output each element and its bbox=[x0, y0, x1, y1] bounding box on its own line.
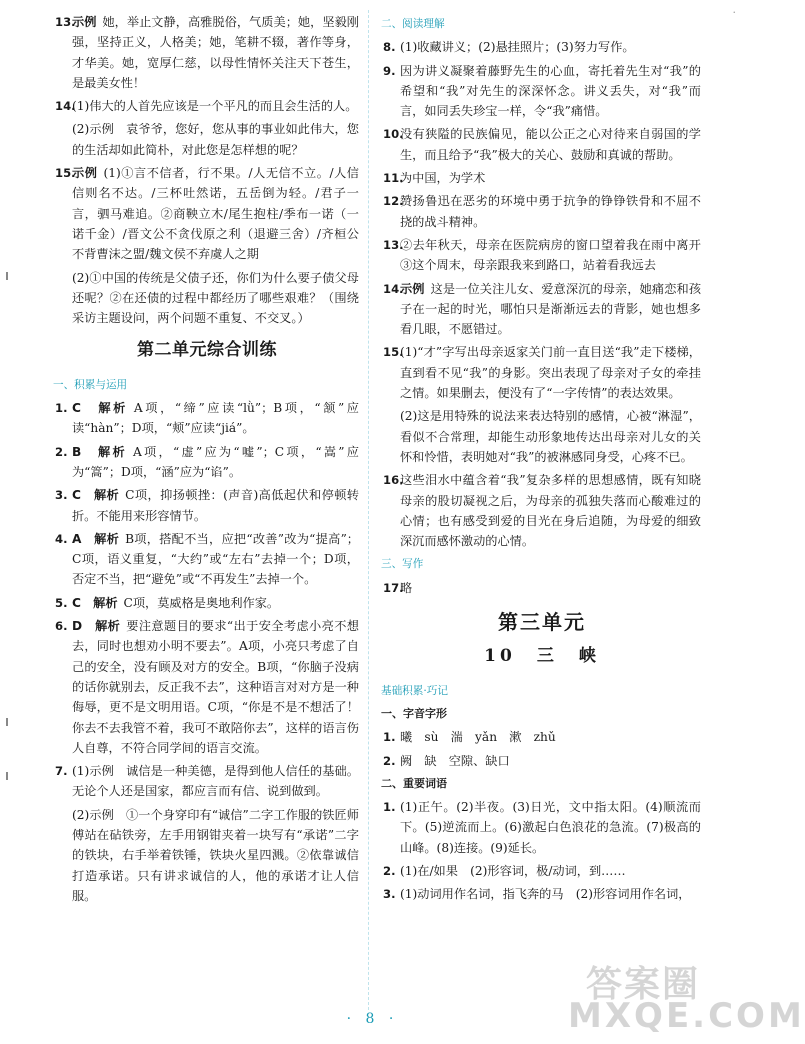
item-number: 15. bbox=[55, 166, 76, 181]
item-number: 14. bbox=[383, 281, 404, 296]
item-text: (1)在/如果 (2)形容词，极/动词，到…… bbox=[400, 863, 626, 878]
answer-keyword: B 解析 bbox=[72, 444, 127, 459]
item-text bbox=[400, 470, 701, 551]
item-text bbox=[400, 61, 701, 122]
left-bottom-items bbox=[55, 398, 359, 906]
binding-tick bbox=[6, 272, 8, 280]
item-text bbox=[72, 805, 359, 906]
item-text bbox=[72, 529, 359, 590]
answer-item bbox=[383, 342, 701, 403]
answer-keyword: A 解析 bbox=[72, 531, 120, 546]
right-column bbox=[381, 12, 714, 908]
answer-item bbox=[383, 37, 701, 57]
page-footer bbox=[0, 1011, 740, 1027]
answer-item bbox=[55, 805, 359, 906]
answer-item bbox=[383, 168, 701, 188]
answer-text: (2)①中国的传统是父债子还，你们为什么要子债父母还呢？②在还债的过程中都经历了哪些艰难？（围绕采访主题设问，两个问题不重复、不交叉。） bbox=[72, 270, 359, 326]
answer-item bbox=[383, 235, 714, 276]
answer-text: (1)“才”字写出母亲返家关门前一直目送“我”走下楼梯，直到看不见“我”的身影。突出表现了母亲对子女的牵挂之情。如果删去，便没有了“一字传情”的表达效果。 bbox=[400, 345, 701, 401]
answer-item bbox=[55, 268, 359, 329]
answer-item bbox=[55, 442, 359, 483]
unit-three-title: 第三单元 bbox=[498, 610, 586, 635]
left-top-items bbox=[55, 12, 359, 328]
answer-text: B项，搭配不当，应把“改善”改为“提高”；C项，语义重复，“大约”或“左右”去掉一个；D项，否定不当，把“避免”或“不再发生”去掉一个。 bbox=[72, 531, 359, 587]
answer-text: (2)示例 袁爷爷，您好，您从事的事业如此伟大，您的生活却如此简朴，对此您是怎样想的呢？ bbox=[72, 122, 359, 157]
item-text bbox=[72, 268, 359, 329]
answer-item bbox=[55, 12, 359, 93]
answer-text: 要注意题目的要求“出于安全考虑小亮不想去，同时也想劝小明不要去”。A项，小亮只考虑了自己的安全，没有顾及对方的安全。B项，“你脑子没病的话你就别去，反正我不去”，这种语言对对方是一种侮辱，更不是文明用语。C项，“你是不是不想活了！你去不去我管不着，我可不敢陪你去”，这样的语言伤人自尊，不符合同学间的语言交流。 bbox=[72, 619, 359, 755]
item-number: 3. bbox=[383, 887, 396, 902]
answer-item bbox=[55, 163, 359, 264]
column-divider bbox=[368, 10, 369, 1010]
answer-text: 这是一位关注儿女、爱意深沉的母亲，她痛恋和孩子在一起的时光，哪怕只是渐渐远去的背影，她也想多看几眼，不愿错过。 bbox=[400, 281, 702, 337]
item-text bbox=[72, 119, 359, 160]
item-number: 3. bbox=[55, 488, 68, 503]
answer-item bbox=[383, 191, 701, 232]
answer-item bbox=[383, 727, 701, 747]
answer-item bbox=[383, 279, 701, 340]
answer-text: 因为讲义凝聚着藤野先生的心血，寄托着先生对“我”的希望和“我”对先生的深深怀念。讲义丢失，对“我”而言，如同丢失珍宝一样，令“我”痛惜。 bbox=[400, 63, 701, 119]
answer-text: 赞扬鲁迅在恶劣的环境中勇于抗争的铮铮铁骨和不屈不挠的战斗精神。 bbox=[400, 194, 701, 229]
answer-text: (1)①言不信者，行不果。/人无信不立。/人信信则名不达。/三杯吐然诺，五岳倒为轻。/君子一言，驷马难追。②商鞅立木/尾生抱柱/季布一诺（一诺千金）/晋文公不贪伐原之利（退避三舍）/齐桓公不背曹沫之盟/魏文侯不弃虞人之期 bbox=[72, 166, 359, 262]
answer-text: (2)这是用特殊的说法来表达特别的感情，心被“淋湿”，看似不合常理，却能生动形象地传达出母亲对儿女的关怀和怜惜，表明她对“我”的被淋感同身受，心疼不已。 bbox=[400, 409, 701, 464]
answer-text: 她，举止文静，高雅脱俗，气质美；她，坚毅刚强，坚持正义，人格美；她，笔耕不辍，著作等身，才华美。她，宽厚仁慈，以母性情怀关注天下苍生，是最美女性！ bbox=[72, 15, 359, 90]
item-text bbox=[400, 37, 701, 57]
item-number: 1. bbox=[55, 401, 68, 416]
section-heading-writing: 三、写作 bbox=[381, 558, 424, 571]
item-number: 9. bbox=[383, 63, 396, 78]
footer-dot: · bbox=[346, 1011, 352, 1027]
answer-keyword: D 解析 bbox=[72, 619, 121, 634]
section-heading-accumulation: 一、积累与运用 bbox=[53, 378, 128, 391]
item-text bbox=[72, 398, 359, 439]
item-number: 2. bbox=[383, 863, 396, 878]
item-number: 16. bbox=[383, 473, 404, 488]
answer-item bbox=[383, 124, 701, 165]
answer-keyword: C 解析 bbox=[72, 401, 128, 416]
unit-title: 第二单元综合训练 bbox=[137, 340, 277, 361]
answer-text: (1)收藏讲义；(2)悬挂照片；(3)努力写作。 bbox=[400, 40, 635, 55]
item-text bbox=[72, 442, 359, 483]
answer-text: 为中国，为学术 bbox=[400, 171, 486, 186]
item-number: 14. bbox=[55, 99, 76, 114]
lesson-title: 10 三 峡 bbox=[484, 646, 600, 667]
answer-item bbox=[55, 398, 359, 439]
answer-text: C项，抑扬顿挫：(声音)高低起伏和停顿转折。不能用来形容情节。 bbox=[72, 488, 359, 523]
answer-keyword: 示例 bbox=[72, 166, 98, 181]
item-text bbox=[72, 616, 359, 758]
item-text bbox=[72, 96, 359, 116]
item-text: 曦 sù 湍 yǎn 漱 zhǔ bbox=[400, 730, 556, 745]
item-number: 2. bbox=[55, 444, 68, 459]
item-text bbox=[400, 406, 701, 467]
answer-item bbox=[383, 884, 701, 904]
answer-item bbox=[55, 485, 359, 526]
answer-text: (2)示例 ①一个身穿印有“诚信”二字工作服的铁匠师傅站在砧铁旁，左手用钢钳夹着一块写有“承诺”二字的铁块，右手举着铁锤，铁块火星四溅。②依靠诚信打造承诺。只有讲求诚信的人，他的承诺才让人信服。 bbox=[72, 807, 359, 903]
answer-keyword: 示例 bbox=[72, 15, 97, 29]
answer-item bbox=[55, 119, 359, 160]
item-text bbox=[400, 235, 714, 276]
footer-dot: · bbox=[388, 1011, 394, 1027]
answer-text: ②去年秋天，母亲在医院病房的窗口望着我在雨中离开 ③这个周末，母亲跟我来到路口，站着看我远去 bbox=[400, 237, 714, 273]
item-number: 6. bbox=[55, 619, 68, 634]
item-number: 1. bbox=[383, 800, 396, 815]
spine-mark: · bbox=[732, 6, 736, 19]
item-number: 5. bbox=[55, 595, 68, 610]
item-number: 2. bbox=[383, 753, 396, 768]
answer-item bbox=[55, 761, 359, 802]
answer-item bbox=[55, 593, 359, 613]
answer-item bbox=[55, 96, 359, 116]
answer-text: A项，“缔”应读“lǜ”；B项，“颔”应读“hàn”；D项，“颊”应读“jiá”。 bbox=[72, 401, 359, 436]
item-number: 4. bbox=[55, 531, 68, 546]
item-text: 阙 缺 空隙、缺口 bbox=[400, 753, 510, 768]
answer-item bbox=[383, 470, 701, 551]
answer-item bbox=[55, 616, 359, 758]
item-text: 略 bbox=[400, 580, 413, 595]
item-text bbox=[400, 168, 701, 188]
item-text: (1)动词用作名词，指飞奔的马 (2)形容词用作名词， bbox=[400, 887, 691, 902]
watermark-text: 答案圈 bbox=[586, 964, 701, 1005]
item-number: 1. bbox=[383, 730, 396, 745]
item-number: 13. bbox=[55, 15, 76, 29]
item-text bbox=[72, 593, 359, 613]
item-text bbox=[72, 761, 359, 802]
item-text bbox=[72, 12, 359, 93]
subheading-pronunciation: 一、字音字形 bbox=[381, 706, 447, 720]
item-number: 8. bbox=[383, 40, 396, 55]
answer-item bbox=[55, 529, 359, 590]
item-number: 11. bbox=[383, 171, 404, 186]
item-text bbox=[72, 163, 359, 264]
page-number: 8 bbox=[365, 1011, 375, 1027]
item-text bbox=[400, 342, 701, 403]
item-text: (1)正午。(2)半夜。(3)日光，文中指太阳。(4)顺流而下。(5)逆流而上。(6)激起白色浪花的急流。(7)极高的山峰。(8)连接。(9)延长。 bbox=[400, 800, 701, 855]
answer-keyword: C 解析 bbox=[72, 595, 118, 610]
answer-item bbox=[383, 406, 701, 467]
section-heading-basic: 基础积累·巧记 bbox=[381, 684, 448, 697]
answer-text: 这些泪水中蕴含着“我”复杂多样的思想感情，既有知晓母亲的股切凝视之后，为母亲的孤独失落而心酸难过的心情；也有感受到爱的目光在身后追随，为母爱的细致深沉而感怀激动的心情。 bbox=[400, 473, 701, 549]
item-number: 7. bbox=[55, 764, 68, 779]
answer-item bbox=[383, 578, 701, 598]
answer-text: (1)示例 诚信是一种美德，是得到他人信任的基础。无论个人还是国家，都应言而有信、说到做到。 bbox=[72, 764, 359, 799]
answer-keyword: 示例 bbox=[400, 281, 425, 296]
section-heading-reading: 二、阅读理解 bbox=[381, 18, 445, 30]
item-text bbox=[400, 279, 701, 340]
item-text bbox=[72, 485, 359, 526]
watermark-url: MXQE.COM bbox=[568, 996, 805, 1036]
binding-tick bbox=[6, 718, 8, 726]
answer-keyword: C 解析 bbox=[72, 488, 120, 503]
item-number: 12. bbox=[383, 194, 404, 209]
answer-text: A项，“虚”应为“嘘”；C项，“嵩”应为“篙”；D项，“涵”应为“谄”。 bbox=[72, 444, 359, 479]
answer-text: (1)伟大的人首先应该是一个平凡的而且会生活的人。 bbox=[72, 99, 358, 114]
binding-tick bbox=[6, 772, 8, 780]
item-number: 17. bbox=[383, 580, 404, 595]
item-number: 15. bbox=[383, 345, 404, 360]
item-number: 10. bbox=[383, 127, 404, 142]
answer-item bbox=[383, 797, 701, 858]
answer-item bbox=[383, 861, 701, 881]
answer-text: 没有狭隘的民族偏见，能以公正之心对待来自弱国的学生，而且给予“我”极大的关心、鼓励和真诚的帮助。 bbox=[400, 127, 701, 162]
right-top-items bbox=[383, 37, 714, 551]
answer-item bbox=[383, 751, 701, 771]
answer-item bbox=[383, 61, 701, 122]
answer-text: C项，莫威格是奥地利作家。 bbox=[123, 595, 280, 610]
item-text bbox=[400, 191, 701, 232]
left-column bbox=[55, 12, 359, 909]
subheading-vocabulary: 二、重要词语 bbox=[381, 776, 447, 790]
item-number: 13. bbox=[383, 237, 404, 252]
item-text bbox=[400, 124, 701, 165]
